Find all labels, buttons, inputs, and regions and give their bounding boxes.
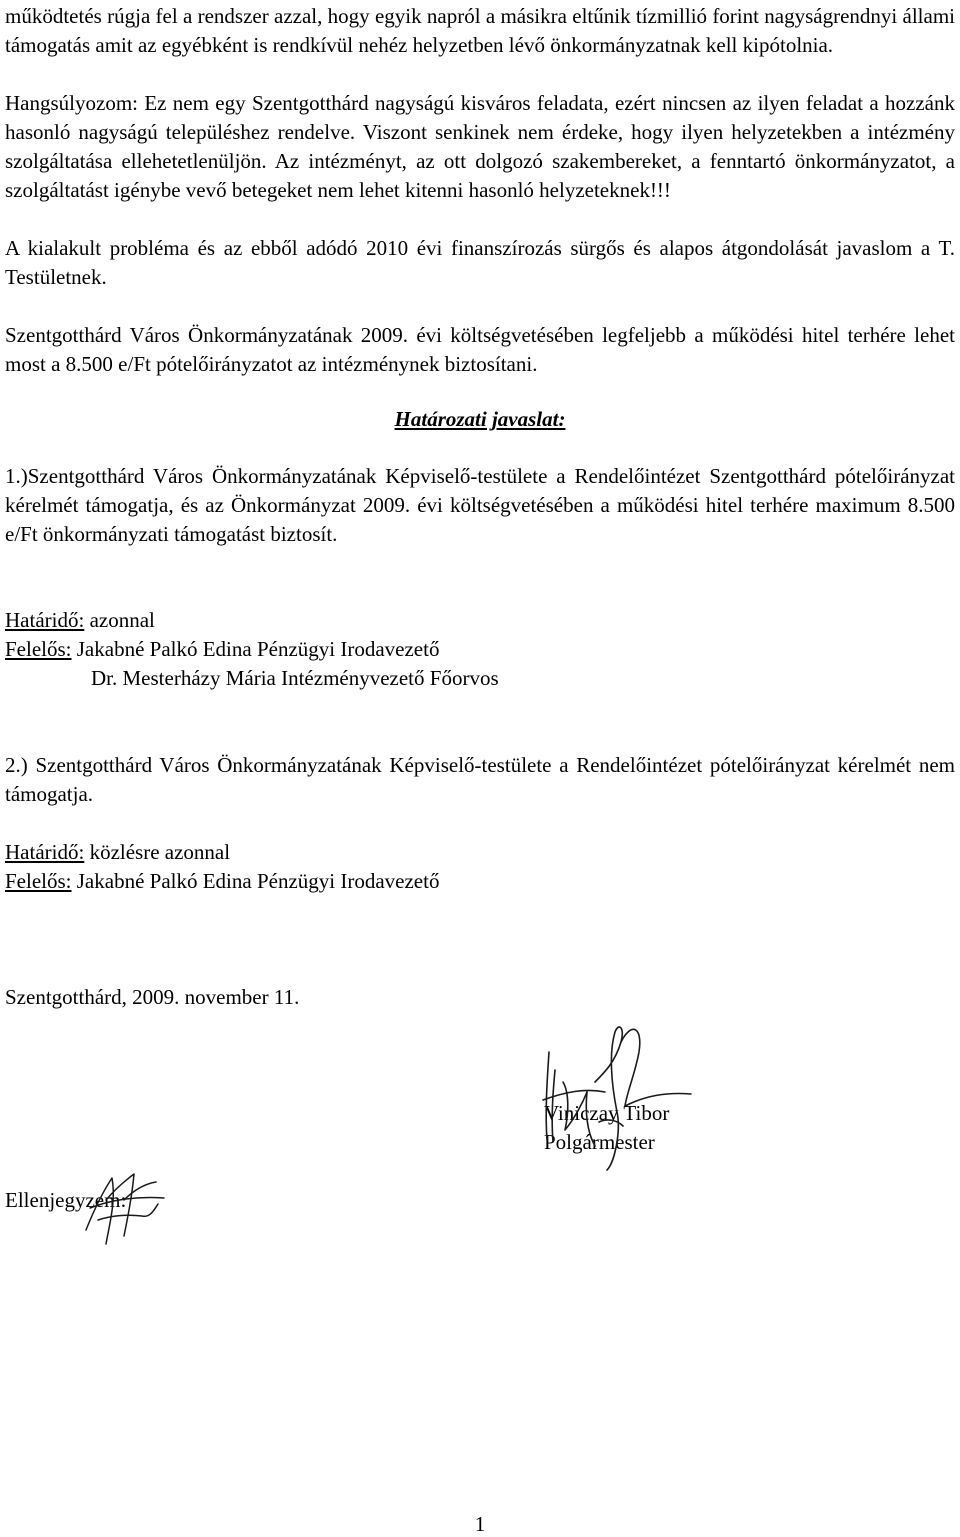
mayor-signature — [535, 1022, 695, 1172]
resolution-1-responsible-2: Dr. Mesterházy Mária Intézményvezető Főorvos — [91, 666, 499, 690]
resolution-1-responsible — [5, 635, 439, 664]
deadline-value: közlésre azonnal — [84, 840, 231, 864]
paragraph-emphasis: Hangsúlyozom: Ez nem egy Szentgotthárd nagyságú kisváros feladata, ezért nincsen az ilyen feladat a hozzánk hasonló nagyságú településhez rendelve. Viszont senkinek nem érdeke, hogy ilyen helyzetekben a intézmény szolgáltatása ellehetetlenüljön. Az intézményt, az ott dolgozó szakembereket, a fenntartó önkormányzatot, a szolgáltatást igénybe vevő betegeket nem lehet kitenni hasonló helyzeteknek!!! — [5, 91, 955, 202]
deadline-label: Határidő: — [5, 840, 85, 864]
paragraph-proposal: A kialakult probléma és az ebből adódó 2010 évi finanszírozás sürgős és alapos átgondolását javaslom a T. Testületnek. — [5, 236, 955, 289]
countersign-signature — [80, 1160, 170, 1250]
paragraph-intro-continuation: működtetés rúgja fel a rendszer azzal, hogy egyik napról a másikra eltűnik tízmillió forint nagyságrendnyi állami támogatás amit az egyébként is rendkívül nehéz helyzetben lévő önkormányzatnak kell kipótolnia. — [5, 4, 955, 57]
deadline-value: azonnal — [84, 608, 155, 632]
signatory-name: Viniczay Tibor — [544, 1101, 670, 1125]
resolution-2-text: 2.) Szentgotthárd Város Önkormányzatának Képviselő-testülete a Rendelőintézet pótelőirányzat kérelmét nem támogatja. — [5, 753, 955, 806]
resolution-2-deadline — [5, 838, 230, 867]
responsible-value: Jakabné Palkó Edina Pénzügyi Irodavezető — [71, 637, 440, 661]
deadline-label: Határidő: — [5, 608, 85, 632]
countersign-label: Ellenjegyzem: — [5, 1188, 127, 1212]
resolution-1-deadline — [5, 606, 155, 635]
resolution-heading: Határozati javaslat: — [394, 407, 566, 431]
page-number: 1 — [474, 1512, 486, 1536]
responsible-label: Felelős: — [5, 869, 72, 893]
resolution-2-responsible — [5, 867, 439, 896]
resolution-1-text: 1.)Szentgotthárd Város Önkormányzatának Képviselő-testülete a Rendelőintézet Szentgotthárd pótelőirányzat kérelmét támogatja, és az Önkormányzat 2009. évi költségvetésében a működési hitel terhére maximum 8.500 e/Ft önkormányzati támogatást biztosít. — [5, 464, 955, 546]
signatory-title: Polgármester — [544, 1130, 655, 1154]
responsible-label: Felelős: — [5, 637, 72, 661]
responsible-value: Jakabné Palkó Edina Pénzügyi Irodavezető — [71, 869, 440, 893]
paragraph-budget: Szentgotthárd Város Önkormányzatának 2009. évi költségvetésében legfeljebb a működési hitel terhére lehet most a 8.500 e/Ft pótelőirányzatot az intézménynek biztosítani. — [5, 323, 955, 376]
place-date: Szentgotthárd, 2009. november 11. — [5, 985, 300, 1009]
